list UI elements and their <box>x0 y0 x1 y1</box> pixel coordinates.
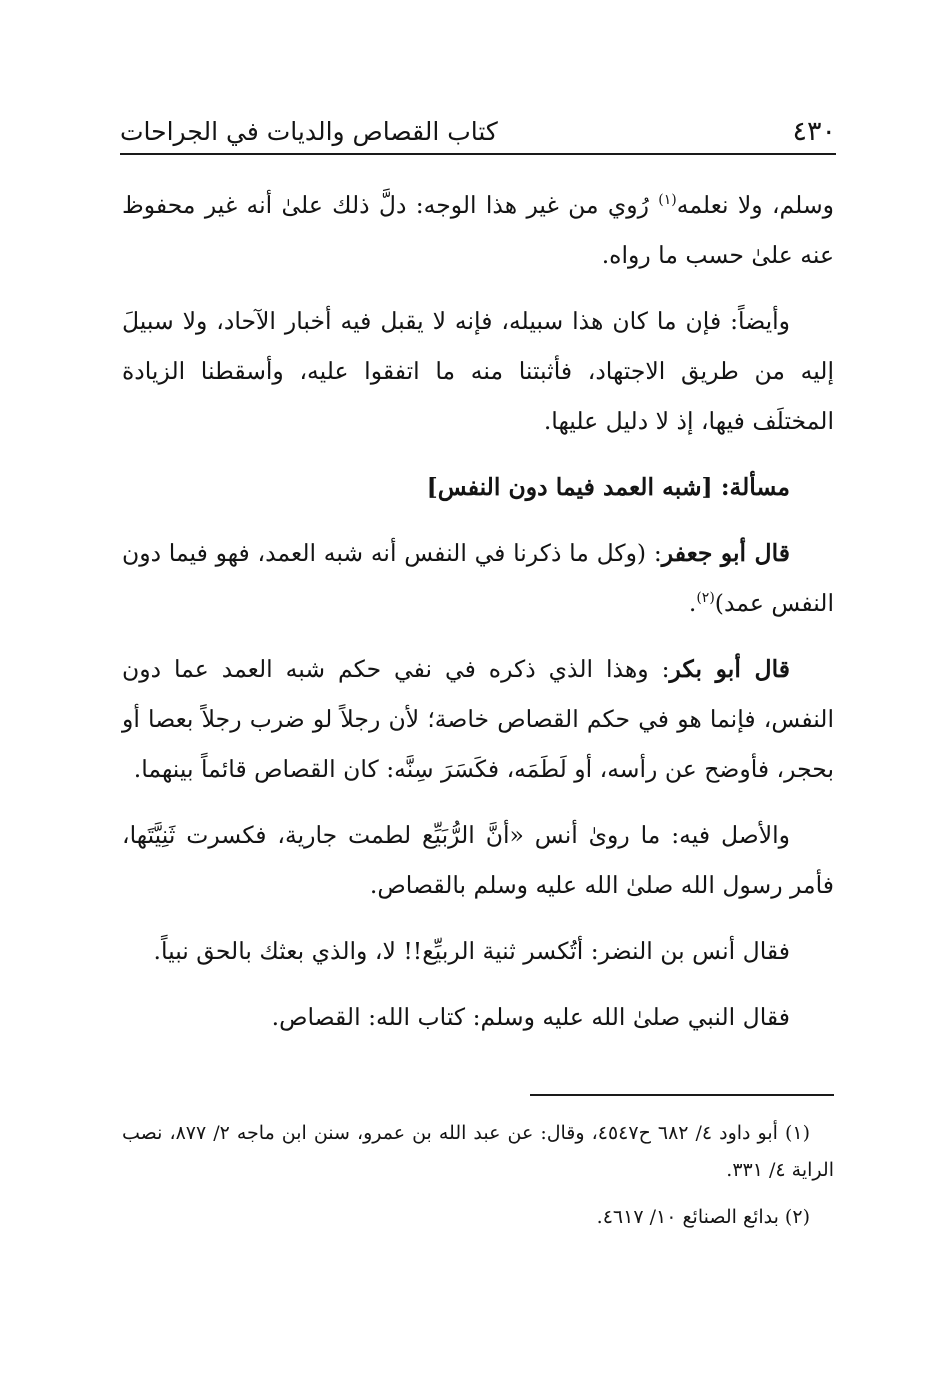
abu-jafar-text: : (وكل ما ذكرنا في النفس أنه شبه العمد، فهو فيما دون النفس عمد) <box>122 539 834 617</box>
main-text <box>122 180 834 1058</box>
paragraph-anas: فقال أنس بن النضر: أتُكسر ثنية الربيِّع!! لا، والذي بعثك بالحق نبياً. <box>153 937 790 965</box>
footnote-ref-2: (٢) <box>696 590 715 607</box>
header-divider <box>120 153 836 155</box>
footnote-1: (١) أبو داود ٤/ ٦٨٢ ح٤٥٤٧، وقال: عن عبد الله بن عمرو، سنن ابن ماجه ٢/ ٨٧٧، نصب الراية ٤/ ٣٣١. <box>122 1122 834 1181</box>
abu-bakr-text: : وهذا الذي ذكره في نفي حكم شبه العمد عما دون النفس، فإنما هو في حكم القصاص خاصة؛ لأن رجلاً لو ضرب رجلاً بعصا أو بحجر، فأوضح عن رأسه، أو لَطَمَه، فكَسَرَ سِنَّه: كان القصاص قائماً بينهما. <box>122 655 834 783</box>
footnote-ref-1: (١) <box>658 192 677 209</box>
page-header <box>120 112 836 152</box>
speaker-abu-jafar: قال أبو جعفر <box>661 539 790 567</box>
footnote-divider <box>530 1094 834 1096</box>
section-heading: مسألة: [شبه العمد فيما دون النفس] <box>426 473 790 501</box>
paragraph-abu-jafar <box>122 528 834 628</box>
footnote-2: (٢) بدائع الصنائع ١٠/ ٤٦١٧. <box>596 1206 810 1228</box>
speaker-abu-bakr: قال أبو بكر <box>669 655 790 683</box>
paragraph-abu-bakr <box>122 644 834 794</box>
page-number: ٤٣٠ <box>792 116 836 147</box>
paragraph-2: وأيضاً: فإن ما كان هذا سبيله، فإنه لا يقبل فيه أخبار الآحاد، ولا سبيلَ إليه من طريق الاجتهاد، فأثبتنا منه ما اتفقوا عليه، وأسقطنا الزيادة المختلَف فيها، إذ لا دليل عليها. <box>122 307 834 435</box>
paragraph-1-text-a: وسلم، ولا نعلمه <box>676 191 834 219</box>
footnotes <box>122 1115 834 1246</box>
paragraph-1 <box>122 180 834 280</box>
abu-jafar-end: . <box>688 589 697 617</box>
running-title: كتاب القصاص والديات في الجراحات <box>120 117 498 146</box>
paragraph-1-text-b: رُوي من غير هذا الوجه: دلَّ ذلك علىٰ أنه غير محفوظ عنه علىٰ حسب ما رواه. <box>122 191 834 269</box>
paragraph-origin: والأصل فيه: ما روىٰ أنس «أنَّ الرُّبَيِّع لطمت جارية، فكسرت ثَنِيَّتَها، فأمر رسول الله صلىٰ الله عليه وسلم بالقصاص. <box>122 821 834 899</box>
paragraph-prophet: فقال النبي صلىٰ الله عليه وسلم: كتاب الله: القصاص. <box>271 1003 790 1031</box>
